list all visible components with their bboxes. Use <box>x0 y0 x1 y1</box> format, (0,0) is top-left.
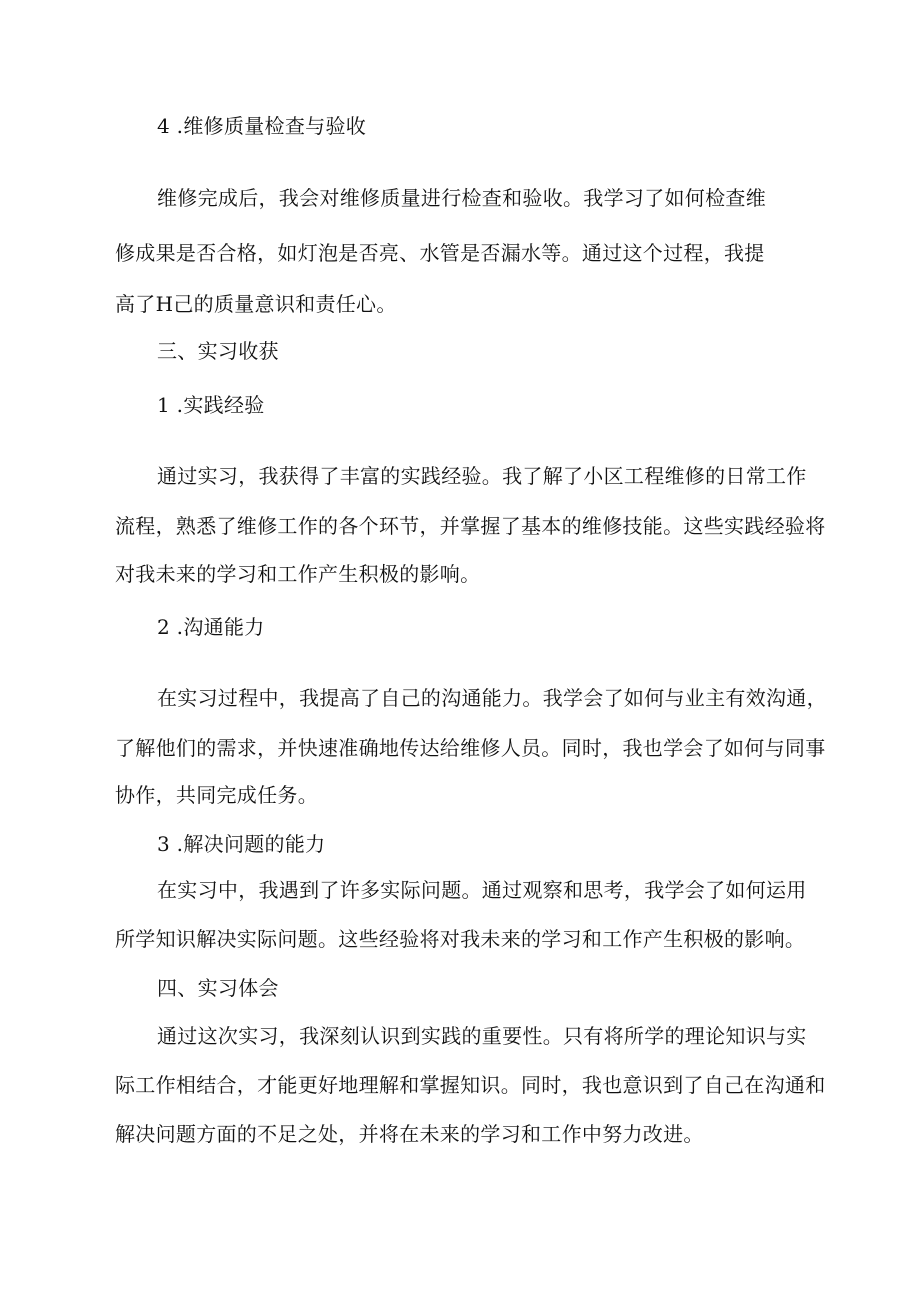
paragraph-line: 流程，熟悉了维修工作的各个环节，并掌握了基本的维修技能。这些实践经验将 <box>115 514 826 538</box>
paragraph-line: 对我未来的学习和工作产生积极的影响。 <box>115 562 481 586</box>
paragraph-line: 在实习过程中，我提高了自己的沟通能力。我学会了如何与业主有效沟通， <box>157 686 827 710</box>
paragraph-line: 修成果是否合格，如灯泡是否亮、水管是否漏水等。通过这个过程，我提 <box>115 241 765 265</box>
paragraph-line: 解决问题方面的不足之处，并将在未来的学习和工作中努力改进。 <box>115 1122 704 1146</box>
paragraph-line: 际工作相结合，才能更好地理解和掌握知识。同时，我也意识到了自己在沟通和 <box>115 1073 826 1097</box>
paragraph-line: 通过实习，我获得了丰富的实践经验。我了解了小区工程维修的日常工作 <box>157 464 807 488</box>
paragraph-line: 维修完成后，我会对维修质量进行检查和验收。我学习了如何检查维 <box>157 186 766 210</box>
section-heading-reflection: 四、实习体会 <box>157 976 279 1000</box>
section-heading-quality-check: 4 .维修质量检查与验收 <box>157 114 367 138</box>
paragraph-line: 所学知识解决实际问题。这些经验将对我未来的学习和工作产生积极的影响。 <box>115 927 806 951</box>
paragraph-line: 在实习中，我遇到了许多实际问题。通过观察和思考，我学会了如何运用 <box>157 878 807 902</box>
subheading-communication: 2 .沟通能力 <box>157 615 265 639</box>
section-heading-gains: 三、实习收获 <box>157 339 279 363</box>
paragraph-line: 通过这次实习，我深刻认识到实践的重要性。只有将所学的理论知识与实 <box>157 1024 807 1048</box>
paragraph-line: 了解他们的需求，并快速准确地传达给维修人员。同时，我也学会了如何与同事 <box>115 736 826 760</box>
subheading-problem-solving: 3 .解决问题的能力 <box>157 832 326 856</box>
subheading-practice-experience: 1 .实践经验 <box>157 393 265 417</box>
paragraph-line: 协作，共同完成任务。 <box>115 783 318 807</box>
paragraph-line: 高了H己的质量意识和责任心。 <box>115 292 397 316</box>
